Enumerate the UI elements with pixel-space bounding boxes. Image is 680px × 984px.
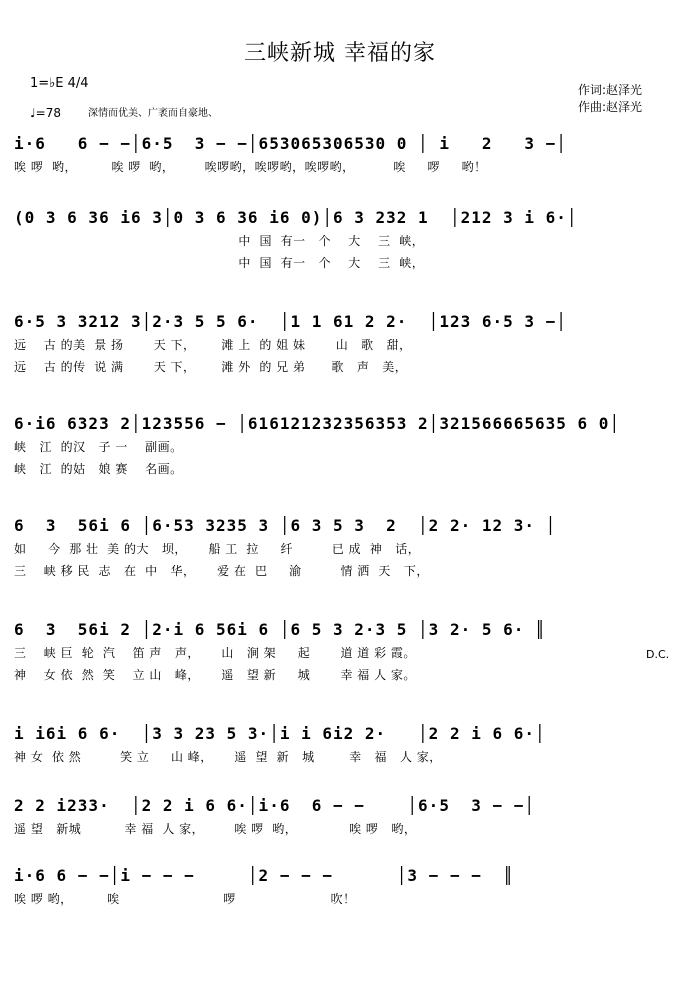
music-line: (0 3 6 36 i6 3│0 3 6 36 i6 0)│6 3 232 1 │212 3 i 6·│: [14, 208, 578, 227]
lyric-line: 三 峡 移 民 志 在 中 华， 爱 在 巴 渝 情 洒 天 下，: [14, 564, 429, 578]
system-3: [14, 312, 670, 380]
expression-mark: 深情而优美、广袤而自豪地、: [88, 108, 218, 119]
system-2: [14, 208, 670, 276]
system-6: [14, 620, 670, 688]
composer: 作曲:赵泽光: [577, 100, 642, 114]
lyric-line: 如 今 那 壮 美 的大 坝， 船 工 拉 纤 已 成 神 话，: [14, 542, 421, 556]
lyric-line: 唉 啰 哟， 唉 啰 吹！: [14, 892, 356, 906]
lyric-line: 远 古 的传 说 满 天 下， 滩 外 的 兄 弟 歌 声 美，: [14, 360, 408, 374]
system-5: [14, 516, 670, 584]
system-1: [14, 134, 670, 180]
lyric-line: 神 女 依 然 笑 立 山 峰， 遥 望 新 城 幸 福 人 家。: [14, 668, 416, 682]
music-line: 6·5 3 3212 3│2·3 5 5 6· │1 1 61 2 2· │123 6·5 3 −│: [14, 312, 567, 331]
lyric-line: 峡 江 的汉 子 一 副画。: [14, 440, 183, 454]
system-7: [14, 724, 670, 770]
credits: [578, 82, 642, 116]
music-line: 6 3 56i 2 │2·i 6 56i 6 │6 5 3 2·3 5 │3 2· 5 6· ║: [14, 620, 546, 639]
lyric-line: 中 国 有一 个 大 三 峡，: [14, 234, 425, 248]
lyric-line: 中 国 有一 个 大 三 峡，: [14, 256, 425, 270]
music-line: i i6i 6 6· │3 3 23 5 3·│i i 6i2 2· │2 2 i 6 6·│: [14, 724, 546, 743]
lyric-line: 远 古 的美 景 扬 天 下， 滩 上 的 姐 妹 山 歌 甜，: [14, 338, 412, 352]
music-line: i·6 6 − −│6·5 3 − −│653065306530 0 │ i 2 3 −│: [14, 134, 567, 153]
system-4: [14, 414, 670, 482]
key-signature: 1=♭E 4/4: [30, 76, 89, 91]
music-line: i·6 6 − −│i − − − │2 − − − │3 − − − ║: [14, 866, 514, 885]
lyric-line: 遥 望 新城 幸 福 人 家， 唉 啰 哟， 唉 啰 哟，: [14, 822, 417, 836]
system-9: [14, 866, 670, 912]
lyric-line: 峡 江 的姑 娘 赛 名画。: [14, 462, 183, 476]
system-8: [14, 796, 670, 842]
music-line: 6 3 56i 6 │6·53 3235 3 │6 3 5 3 2 │2 2· 12 3· │: [14, 516, 557, 535]
dc-mark: D.C.: [646, 648, 670, 661]
lyric-line: 三 峡 巨 轮 汽 笛 声 声， 山 涧 架 起 道 道 彩 霞。: [14, 646, 416, 660]
lyric-line: 唉 啰 哟， 唉 啰 哟， 唉啰哟，唉啰哟，唉啰哟， 唉 啰 哟！: [14, 160, 487, 174]
song-title: 三峡新城 幸福的家: [244, 41, 436, 66]
tempo-mark: ♩=78: [30, 106, 61, 120]
music-line: 2 2 i233· │2 2 i 6 6·│i·6 6 − − │6·5 3 − −│: [14, 796, 536, 815]
lyricist: 作词:赵泽光: [577, 83, 642, 97]
music-line: 6·i6 6323 2│123556 − │616121232356353 2│321566665635 6 0│: [14, 414, 621, 433]
lyric-line: 神 女 依 然 笑 立 山 峰， 遥 望 新 城 幸 福 人 家，: [14, 750, 442, 764]
